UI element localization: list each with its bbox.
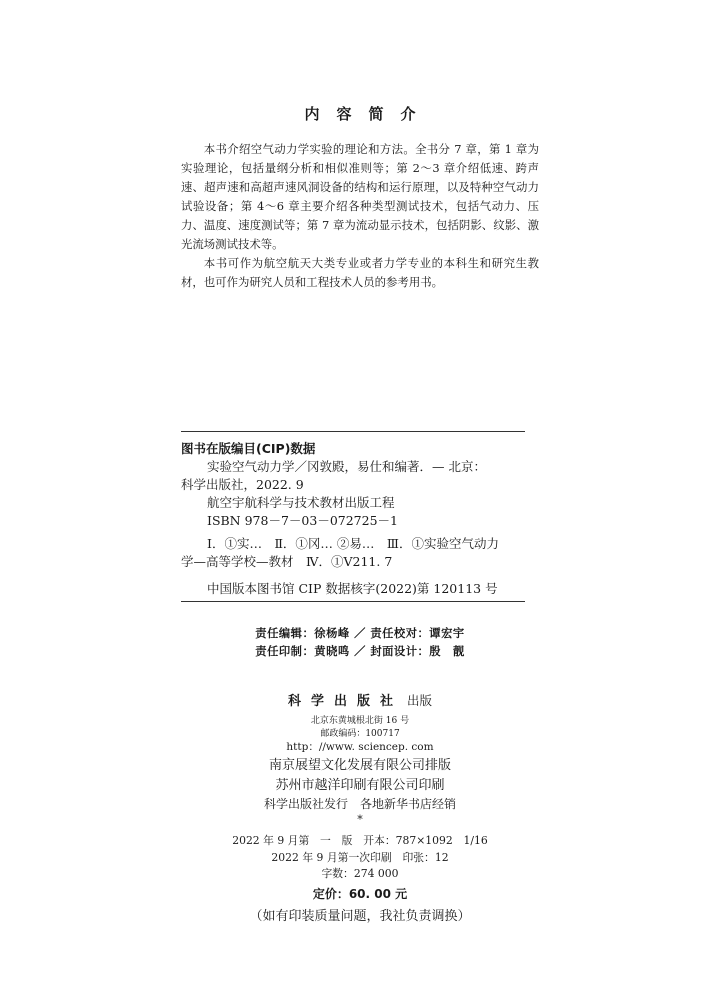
summary-paragraph-contents: 本书介绍空气动力学实验的理论和方法。全书分 7 章，第 1 章为实验理论，包括量纲分析和相似准则等；第 2～3 章介绍低速、跨声速、超声速和高超声速风洞设备的结构和运行原理，以及特种空气动力试验设备；第 4～6 章主要介绍各种类型测试技术，包括气动力、压力、温度、速度测试等；第 7 章为流动显示技术，包括阴影、纹影、激光流场测试技术等。 [181, 142, 539, 251]
price: 定价：60. 00 元 [312, 887, 408, 901]
credits-block [0, 625, 720, 661]
cip-class-line-1: Ⅰ．①实… Ⅱ．①冈… ②易… Ⅲ．①实验空气动力 [207, 536, 499, 551]
cip-isbn: ISBN 978－7－03－072725－1 [207, 513, 398, 528]
edition-block [0, 833, 720, 883]
distribution-line: 科学出版社发行 各地新华书店经销 [263, 797, 456, 811]
page-title: 内容简介 [304, 105, 433, 123]
cip-record [181, 580, 525, 598]
summary-paragraph-audience: 本书可作为航空航天大类专业或者力学专业的本科生和研究生教材，也可作为研究人员和工程技术人员的参考用书。 [181, 256, 539, 289]
printing-line: 2022 年 9 月第一次印刷 印张：12 [271, 850, 449, 864]
cip-record-number: 中国版本图书馆 CIP 数据核字(2022)第 120113 号 [207, 581, 498, 596]
quality-notice: （如有印装质量问题，我社负责调换） [249, 909, 471, 924]
publisher-postcode: 邮政编码：100717 [320, 729, 400, 739]
credits-production: 责任印制：黄晓鸣 ／ 封面设计：殷 靓 [255, 645, 465, 658]
typeset-line: 南京展望文化发展有限公司排版 [268, 758, 451, 773]
cip-title-line: 实验空气动力学／冈敦殿，易仕和编著．— 北京： [207, 459, 486, 474]
publisher-url: http：//www. sciencep. com [286, 741, 434, 753]
summary-section [181, 140, 539, 292]
cip-block [181, 440, 525, 530]
separator-mark: * [357, 813, 363, 826]
publisher-address: 北京东黄城根北街 16 号 [310, 716, 410, 726]
printer-line: 苏州市越洋印刷有限公司印刷 [275, 778, 445, 793]
cip-top-divider [181, 431, 525, 432]
credits-editors: 责任编辑：徐杨峰 ／ 责任校对：谭宏宇 [255, 627, 465, 640]
cip-publisher-line: 科学出版社，2022. 9 [181, 477, 304, 492]
edition-line: 2022 年 9 月第 一 版 开本：787×1092 1/16 [232, 834, 488, 847]
word-count: 字数：274 000 [321, 867, 399, 880]
cip-heading: 图书在版编目(CIP)数据 [181, 441, 316, 456]
publisher-name: 科学出版社 [287, 694, 403, 709]
publisher-suffix: 出版 [406, 693, 432, 708]
publisher-line [0, 690, 720, 709]
cip-bottom-divider [181, 601, 525, 602]
cip-classification [181, 535, 525, 571]
cip-class-line-2: 学—高等学校—教材 Ⅳ．①V211. 7 [181, 554, 393, 569]
cip-series-line: 航空宇航科学与技术教材出版工程 [207, 495, 395, 510]
